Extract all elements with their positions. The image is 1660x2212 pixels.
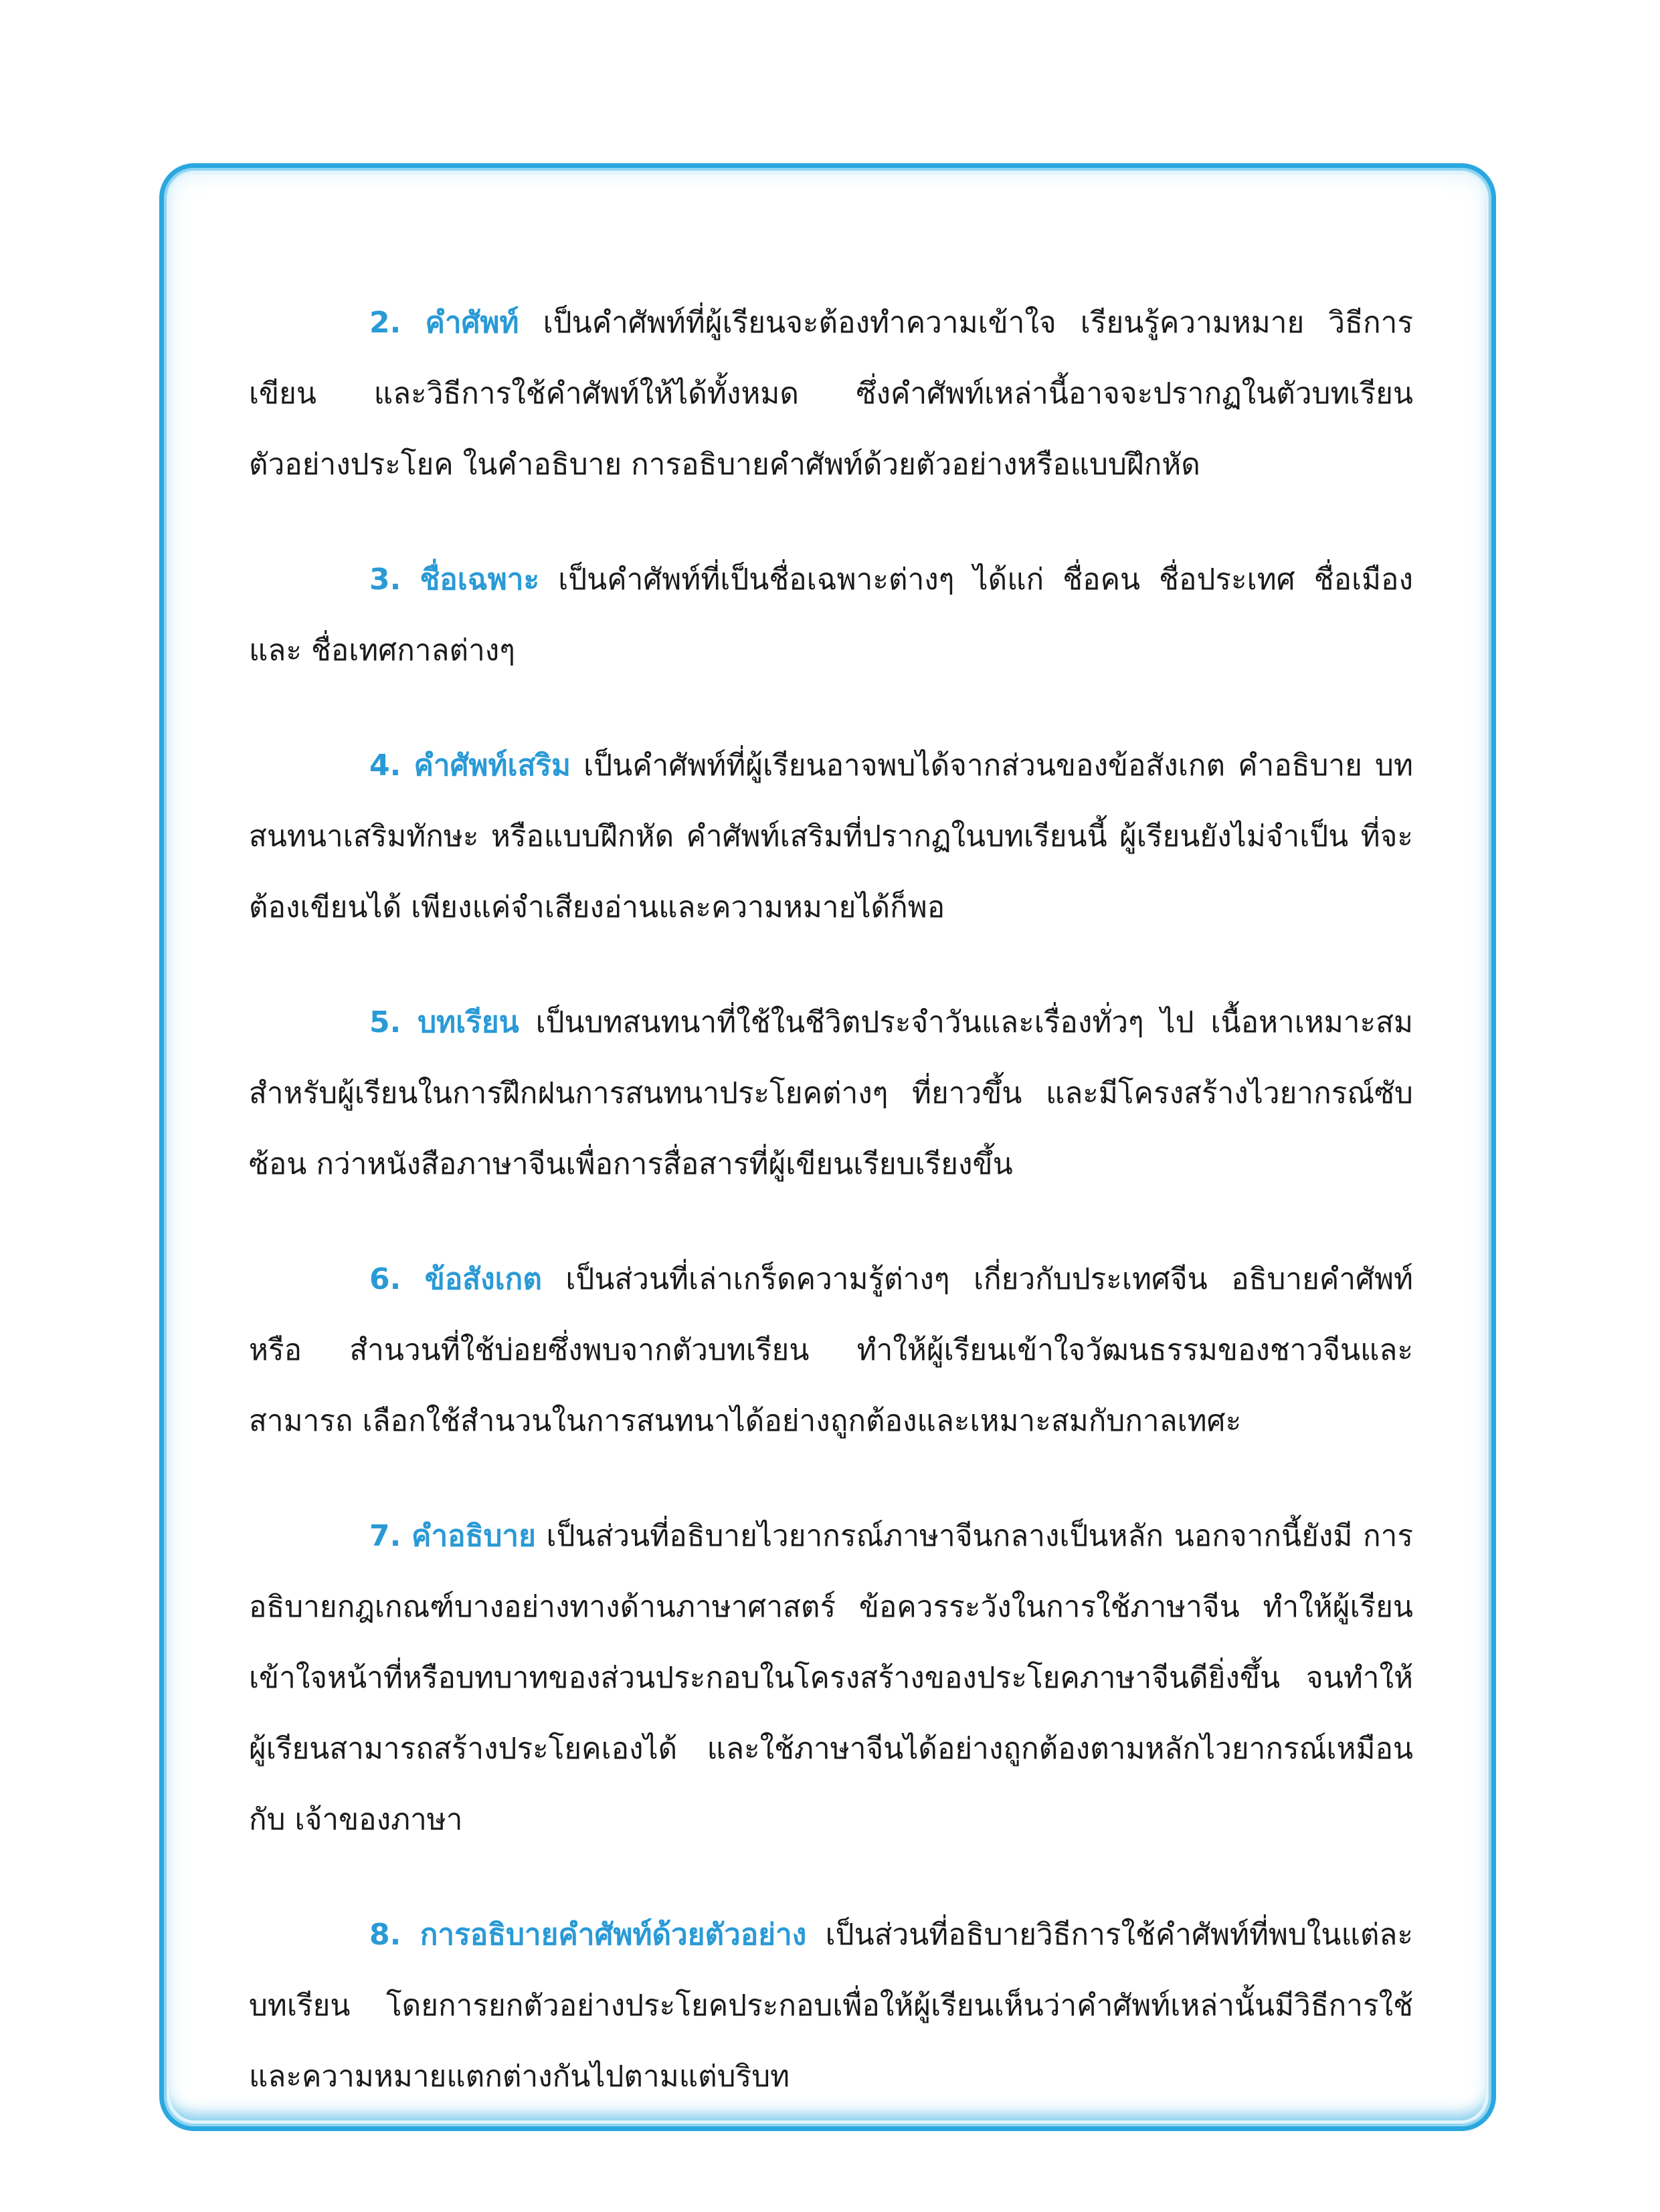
paragraph-vocabulary-examples [249,1900,1413,2112]
item-number: 7. [369,1519,401,1553]
page-content [249,288,1413,2156]
item-text: เป็นส่วนที่เล่าเกร็ดความรู้ต่างๆ เกี่ยวกับประเทศจีน อธิบายคำศัพท์ หรือ สำนวนที่ใช้บ่อยซึ่งพบจากตัวบทเรียน ทำให้ผู้เรียนเข้าใจวัฒนธรรมของชาวจีนและสามารถ เลือกใช้สำนวนในการสนทนาได้อย่างถูกต้องและเหมาะสมกับกาลเทศะ [249,1262,1413,1438]
item-term: การอธิบายคำศัพท์ด้วยตัวอย่าง [420,1918,807,1952]
item-text: เป็นคำศัพท์ที่เป็นชื่อเฉพาะต่างๆ ได้แก่ ชื่อคน ชื่อประเทศ ชื่อเมือง และ ชื่อเทศกาลต่างๆ [249,563,1413,668]
item-term: คำอธิบาย [411,1519,536,1553]
item-term: ข้อสังเกต [424,1262,542,1296]
item-text: เป็นคำศัพท์ที่ผู้เรียนจะต้องทำความเข้าใจ เรียนรู้ความหมาย วิธีการเขียน และวิธีการใช้คำศัพท์ให้ได้ทั้งหมด ซึ่งคำศัพท์เหล่านี้อาจจะปรากฏในตัวบทเรียน ตัวอย่างประโยค ในคำอธิบาย การอธิบายคำศัพท์ด้วยตัวอย่างหรือแบบฝึกหัด [249,306,1413,482]
item-number: 5. [369,1005,401,1039]
item-term: คำศัพท์เสริม [413,748,571,783]
item-number: 6. [369,1262,401,1296]
item-text: เป็นคำศัพท์ที่ผู้เรียนอาจพบได้จากส่วนของข้อสังเกต คำอธิบาย บทสนทนาเสริมทักษะ หรือแบบฝึกหัด คำศัพท์เสริมที่ปรากฏในบทเรียนนี้ ผู้เรียนยังไม่จำเป็น ที่จะต้องเขียนได้ เพียงแค่จำเสียงอ่านและความหมายได้ก็พอ [249,748,1413,924]
item-number: 3. [369,563,401,597]
paragraph-explanation [249,1501,1413,1855]
paragraph-notes [249,1244,1413,1457]
item-text: เป็นบทสนทนาที่ใช้ในชีวิตประจำวันและเรื่องทั่วๆ ไป เนื้อหาเหมาะสม สำหรับผู้เรียนในการฝึกฝนการสนทนาประโยคต่างๆ ที่ยาวขึ้น และมีโครงสร้างไวยากรณ์ซับซ้อน กว่าหนังสือภาษาจีนเพื่อการสื่อสารที่ผู้เขียนเรียบเรียงขึ้น [249,1005,1413,1181]
item-number: 8. [369,1918,401,1952]
item-number: 2. [369,306,401,340]
item-term: ชื่อเฉพาะ [420,563,540,597]
paragraph-lesson [249,987,1413,1200]
item-term: คำศัพท์ [425,306,519,340]
item-text: เป็นส่วนที่อธิบายไวยากรณ์ภาษาจีนกลางเป็นหลัก นอกจากนี้ยังมี การอธิบายกฎเกณฑ์บางอย่างทางด้านภาษาศาสตร์ ข้อควรระวังในการใช้ภาษาจีน ทำให้ผู้เรียน เข้าใจหน้าที่หรือบทบาทของส่วนประกอบในโครงสร้างของประโยคภาษาจีนดียิ่งขึ้น จนทำให้ ผู้เรียนสามารถสร้างประโยคเองได้ และใช้ภาษาจีนได้อย่างถูกต้องตามหลักไวยากรณ์เหมือนกับ เจ้าของภาษา [249,1519,1413,1837]
paragraph-proper-nouns [249,544,1413,686]
paragraph-vocabulary [249,288,1413,500]
paragraph-supplementary-vocabulary [249,730,1413,943]
item-number: 4. [369,748,401,783]
item-term: บทเรียน [418,1005,519,1039]
item-text: เป็นส่วนที่อธิบายวิธีการใช้คำศัพท์ที่พบในแต่ละ บทเรียน โดยการยกตัวอย่างประโยคประกอบเพื่อให้ผู้เรียนเห็นว่าคำศัพท์เหล่านั้นมีวิธีการใช้ และความหมายแตกต่างกันไปตามแต่บริบท [249,1918,1413,2094]
